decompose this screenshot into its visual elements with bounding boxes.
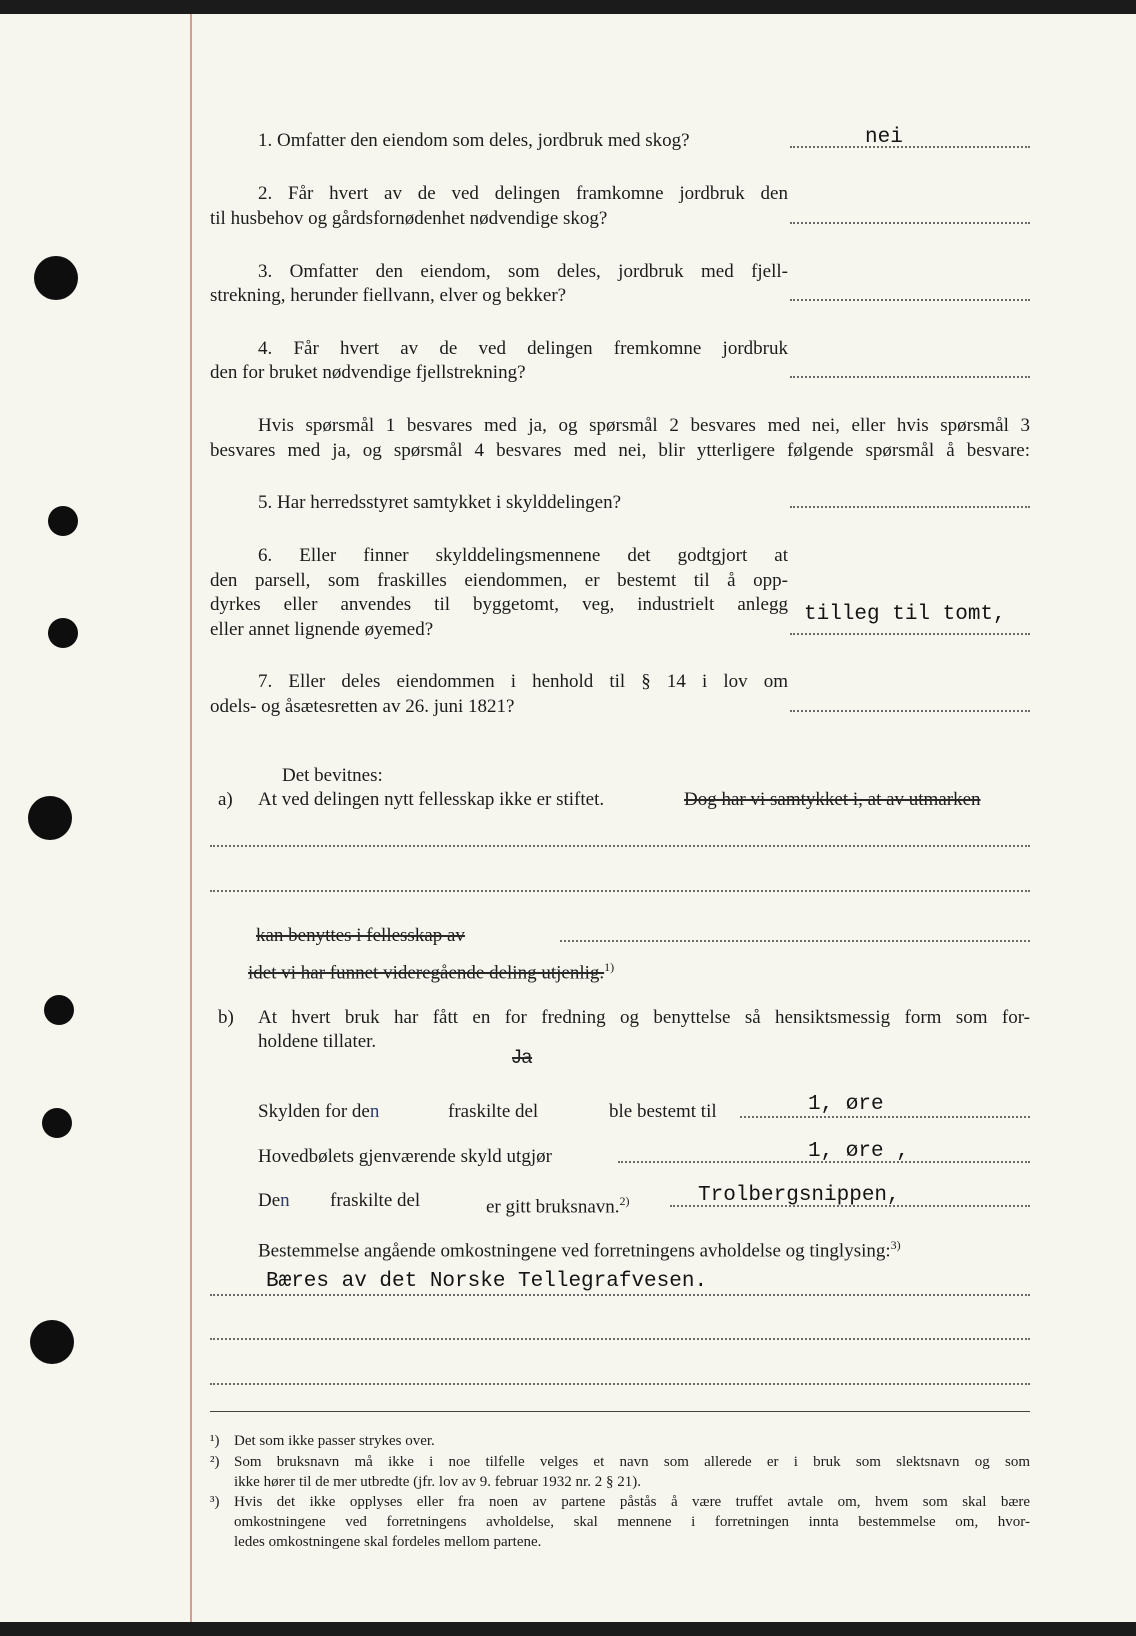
punch-hole [48,506,78,536]
item-b-answer: Ja [512,1047,533,1068]
skyld-label-1-text: Skylden for de [258,1101,370,1122]
answer-line [790,633,1030,635]
footnote-divider [210,1411,1030,1412]
item-a-struck-line3: idet vi har funnet videregående deling utjenlig. [248,962,605,984]
footnote-2-line2: ikke hører til de mer utbredte (jfr. lov av 9. februar 1932 nr. 2 § 21). [234,1474,641,1490]
punch-hole [30,1320,74,1364]
question-7-line1: 7. Eller deles eiendommen i henhold til § 14 i lov om [258,671,788,692]
skyld-label-1 [258,1100,379,1124]
footnote-3-mark: ³) [210,1494,220,1510]
footnote-2-mark: ²) [210,1454,220,1470]
skyld-value-3: Trolbergsnippen, [698,1184,900,1207]
question-6-line1: 6. Eller finner skylddelingsmennene det godtgjort at [258,545,788,566]
skyld-value-2: 1, øre , [808,1140,909,1163]
skyld-label-3-text: De [258,1190,281,1211]
answer-line [790,506,1030,508]
punch-hole [48,618,78,648]
answer-line [790,299,1030,301]
instruction-line1: Hvis spørsmål 1 besvares med ja, og spørsmål 2 besvares med nei, eller hvis spørsmål 3 [258,415,1030,436]
footnote-3-line3: ledes omkostningene skal fordeles mellom partene. [234,1534,542,1550]
question-7-line2: odels- og åsætesretten av 26. juni 1821? [210,696,515,717]
footnote-3-line2: omkostningene ved forretningens avholdelse, skal mennene i forretningen innta bestemmelse om, hvor- [234,1514,1030,1530]
question-3-line2: strekning, herunder fiellvann, elver og bekker? [210,285,567,306]
question-text: Omfatter den eiendom som deles, jordbruk med skog? [277,130,690,151]
skyld-label-4: Bestemmelse angående omkostningene ved forretningens avholdelse og tinglysing: [258,1240,891,1262]
blank-line [210,1383,1030,1385]
question-4-line1: 4. Får hvert av de ved delingen fremkomne jordbruk [258,338,788,359]
skyld-value-1: 1, øre [808,1093,884,1116]
punch-hole [42,1108,72,1138]
question-2-line2: til husbehov og gårdsfornødenhet nødvendige skog? [210,208,608,229]
question-6-line4: eller annet lignende øyemed? [210,619,434,640]
item-a-struck-line2: kan benyttes i fellesskap av [256,925,465,946]
footnote-ref: 3) [890,1238,901,1252]
answer-q1: nei [865,126,903,149]
answer-line [740,1116,1030,1118]
answer-line [790,710,1030,712]
item-a-struck-text: Dog har vi samtykket i, at av utmarken [684,789,981,810]
footnote-1: Det som ikke passer strykes over. [234,1433,435,1449]
skyld-label-1c: ble bestemt til [609,1101,717,1122]
answer-line [790,222,1030,224]
witness-heading: Det bevitnes: [282,765,383,786]
question-5: 5. Har herredsstyret samtykket i skylddelingen? [258,492,622,513]
skyld-ink-correction: n [369,1101,380,1122]
skyld-label-3b: fraskilte del [330,1190,421,1211]
blank-line [210,1294,1030,1296]
question-6-line3: dyrkes eller anvendes til byggetomt, veg, industrielt anlegg [210,594,788,615]
blank-line [210,890,1030,892]
answer-q6: tilleg til tomt, [804,603,1006,626]
punch-hole [44,995,74,1025]
footnote-ref: 2) [619,1194,630,1208]
question-4-line2: den for bruket nødvendige fjellstrekning? [210,362,526,383]
question-2-line1: 2. Får hvert av de ved delingen framkomne jordbruk den [258,183,788,204]
blank-line [210,1338,1030,1340]
margin-line [190,14,192,1622]
item-a-text: At ved delingen nytt fellesskap ikke er stiftet. [258,789,605,810]
instruction-line2: besvares med ja, og spørsmål 4 besvares med nei, blir ytterligere følgende spørsmål å besvare: [210,440,1030,461]
question-1 [258,129,690,153]
punch-hole [28,796,72,840]
footnote-2-line1: Som bruksnavn må ikke i noe tilfelle velges et navn som allerede er i bruk som slektsnavn og som [234,1454,1030,1470]
item-b-label: b) [218,1007,234,1028]
footnote-3-line1: Hvis det ikke opplyses eller fra noen av partene påstås å være truffet avtale om, hvem som skal bære [234,1494,1030,1510]
skyld-ink-correction: n [280,1190,290,1211]
scan-top-border [0,0,1136,14]
scan-bottom-border [0,1622,1136,1636]
answer-line [790,376,1030,378]
answer-line [790,146,1030,148]
item-b-line2: holdene tillater. [258,1031,377,1052]
question-3-line1: 3. Omfatter den eiendom, som deles, jordbruk med fjell- [258,261,788,282]
blank-line [560,940,1030,942]
item-b-line1: At hvert bruk har fått en for fredning og benyttelse så hensiktsmessig form som for- [258,1007,1030,1028]
punch-hole [34,256,78,300]
item-a-label: a) [218,789,233,810]
skyld-label-2: Hovedbølets gjenværende skyld utgjør [258,1146,552,1167]
skyld-label-3c: er gitt bruksnavn. [486,1196,620,1218]
skyld-label-3 [258,1189,290,1213]
skyld-value-4: Bæres av det Norske Tellegrafvesen. [266,1270,708,1293]
question-number: 1. [258,130,273,151]
skyld-label-1b: fraskilte del [448,1101,539,1122]
blank-line [210,845,1030,847]
question-6-line2: den parsell, som fraskilles eiendommen, er bestemt til å opp- [210,570,788,591]
footnote-ref: 1) [604,960,615,974]
footnote-1-mark: ¹) [210,1433,220,1449]
